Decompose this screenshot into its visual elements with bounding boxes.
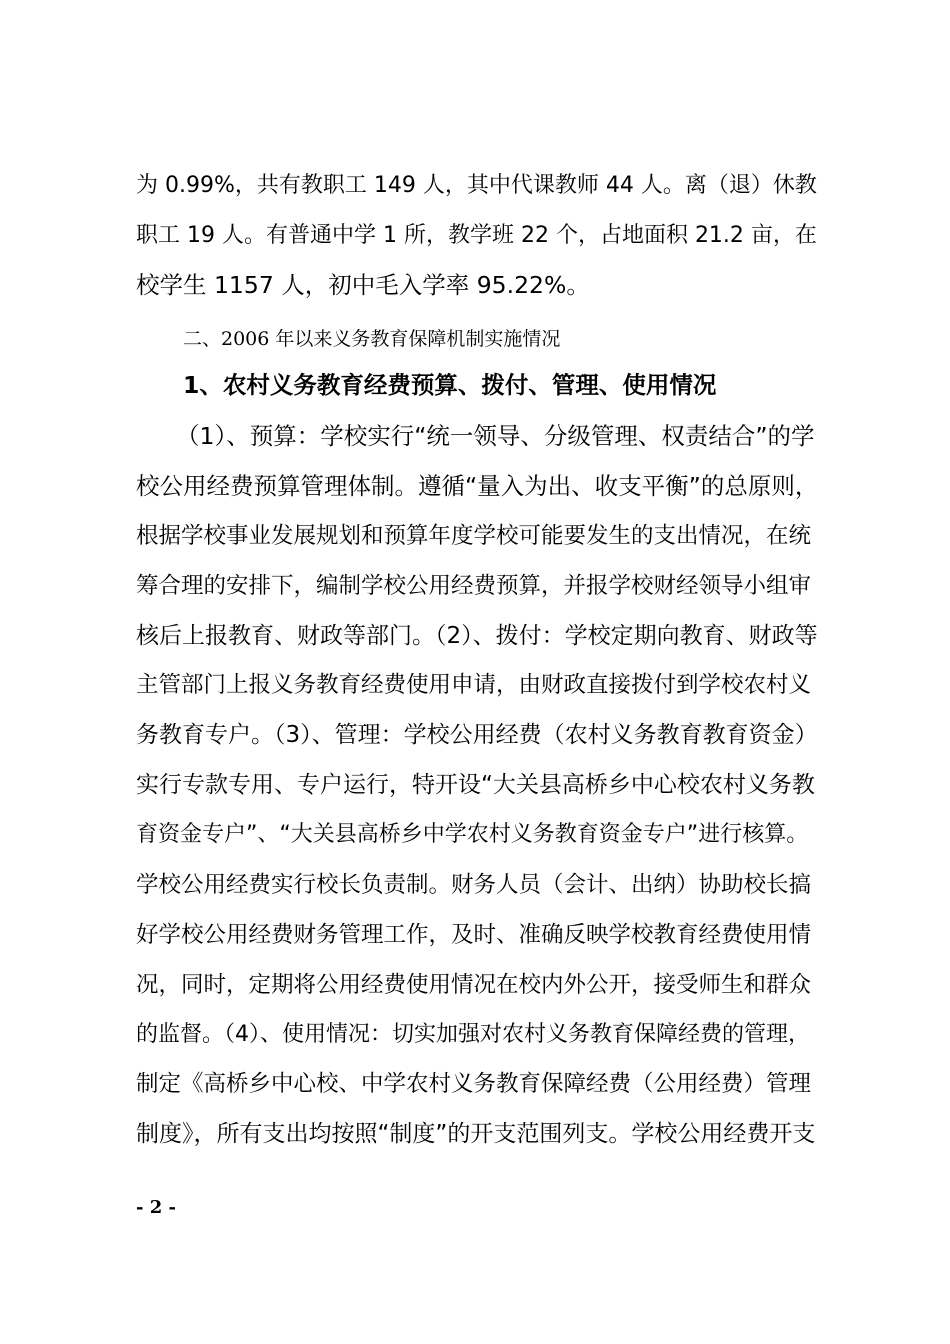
subsection-heading: 1、农村义务教育经费预算、拨付、管理、使用情况	[183, 371, 717, 399]
intro-line-2: 职工 19 人。有普通中学 1 所，教学班 22 个，占地面积 21.2 亩，在	[136, 223, 817, 248]
body-line-10: 学校公用经费实行校长负责制。财务人员（会计、出纳）协助校长搞	[136, 872, 812, 898]
body-line-12: 况，同时，定期将公用经费使用情况在校内外公开，接受师生和群众	[136, 972, 812, 998]
body-line-3: 根据学校事业发展规划和预算年度学校可能要发生的支出情况，在统	[136, 523, 812, 549]
body-line-11: 好学校公用经费财务管理工作，及时、准确反映学校教育经费使用情	[136, 922, 812, 948]
page-number: - 2 -	[136, 1197, 176, 1218]
intro-line-1: 为 0.99%，共有教职工 149 人，其中代课教师 44 人。离（退）休教	[136, 173, 817, 198]
body-line-8: 实行专款专用、专户运行，特开设“大关县高桥乡中心校农村义务教	[136, 772, 815, 798]
body-line-15: 制度》，所有支出均按照“制度”的开支范围列支。学校公用经费开支	[136, 1121, 816, 1147]
body-line-7: 务教育专户。（3）、管理：学校公用经费（农村义务教育教育资金）	[136, 722, 818, 748]
section-heading: 二、2006 年以来义务教育保障机制实施情况	[183, 328, 561, 350]
body-line-13: 的监督。（4）、使用情况：切实加强对农村义务教育保障经费的管理，	[136, 1022, 810, 1047]
intro-line-3: 校学生 1157 人，初中毛入学率 95.22%。	[136, 271, 590, 299]
body-line-5: 核后上报教育、财政等部门。（2）、拨付：学校定期向教育、财政等	[136, 623, 818, 649]
body-line-4: 筹合理的安排下，编制学校公用经费预算，并报学校财经领导小组审	[136, 573, 812, 599]
body-line-9: 育资金专户”、“大关县高桥乡中学农村义务教育资金专户”进行核算。	[136, 822, 809, 847]
body-line-6: 主管部门上报义务教育经费使用申请，由财政直接拨付到学校农村义	[136, 672, 812, 698]
body-line-1: （1）、预算：学校实行“统一领导、分级管理、权责结合”的学	[176, 422, 815, 450]
body-line-14: 制定《高桥乡中心校、中学农村义务教育保障经费（公用经费）管理	[136, 1071, 812, 1097]
body-line-2: 校公用经费预算管理体制。遵循“量入为出、收支平衡”的总原则，	[136, 472, 819, 500]
